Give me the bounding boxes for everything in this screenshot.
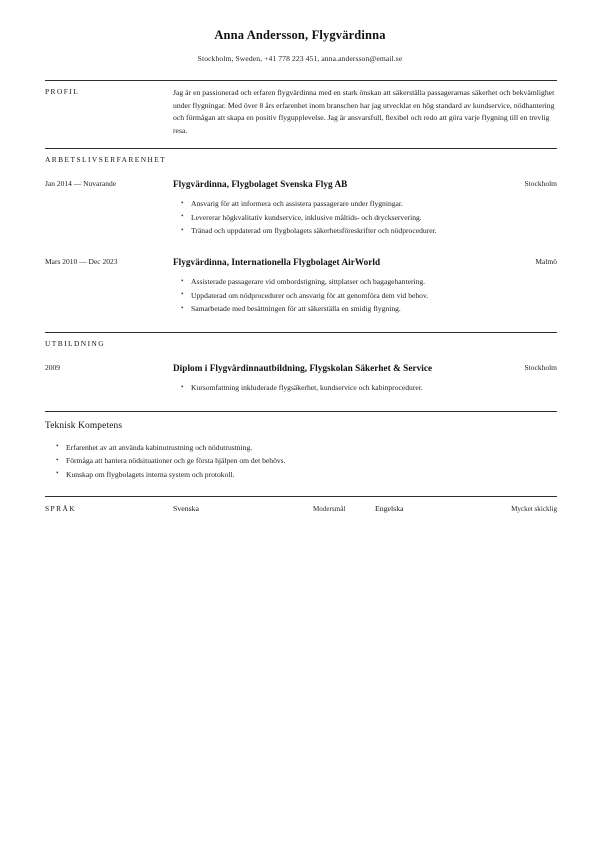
experience-entry-bullets <box>173 197 473 238</box>
list-item: • Samarbetade med besättningen för att säkerställa en smidig flygning. <box>173 302 473 316</box>
language-level-2: Mycket skicklig <box>511 505 557 514</box>
list-item: • Levererar högkvalitativ kundservice, inklusive måltids- och dryckservering. <box>173 211 473 225</box>
experience-entry-dates: Jan 2014 — Nuvarande <box>45 178 117 188</box>
experience-entry <box>45 257 557 318</box>
section-profile <box>0 80 600 148</box>
experience-entry-body <box>173 257 473 316</box>
experience-entry-title: Flygvärdinna, Flygbolaget Svenska Flyg AB <box>173 178 348 189</box>
section-education <box>0 332 600 397</box>
education-entry-bullets <box>173 381 473 395</box>
list-item: • Förmåga att hantera nödsituationer och ge första hjälpen om det behövs. <box>45 454 557 468</box>
list-item: • Erfarenhet av att använda kabinutrustning och nödutrustning. <box>45 441 557 455</box>
profile-row <box>45 81 557 148</box>
list-item: • Ansvarig för att informera och assistera passagerare under flygningar. <box>173 197 473 211</box>
language-level-1: Modersmål <box>313 505 346 514</box>
candidate-name: Anna Andersson, Flygvärdinna <box>214 28 386 42</box>
section-languages <box>0 496 600 513</box>
education-entry-dates: 2009 <box>45 362 60 372</box>
section-heading-profile <box>45 87 173 97</box>
experience-entry-body <box>173 179 473 238</box>
experience-entry-bullets <box>173 275 473 316</box>
list-item: • Tränad och uppdaterad om flygbolagets säkerhetsföreskrifter och nödprocedurer. <box>173 224 473 238</box>
skills-heading-label: Teknisk Kompetens <box>45 420 123 431</box>
languages-row <box>45 497 557 513</box>
profile-heading-label: PROFIL <box>45 87 80 97</box>
education-heading-label: UTBILDNING <box>45 338 106 348</box>
education-entry <box>45 349 557 397</box>
experience-entry-dates: Mars 2010 — Dec 2023 <box>45 256 118 266</box>
education-entry-title: Diplom i Flygvärdinnautbildning, Flygskolan Säkerhet & Service <box>173 362 433 373</box>
experience-entry <box>45 165 557 240</box>
section-experience <box>0 148 600 318</box>
experience-heading-label: ARBETSLIVSERFARENHET <box>45 154 167 164</box>
section-skills <box>0 411 600 481</box>
list-item: • Kursomfattning inkluderade flygsäkerhet, kundservice och kabinprocedurer. <box>173 381 473 395</box>
education-entry-body <box>173 363 473 395</box>
list-item: • Uppdaterad om nödprocedurer och ansvarig för att genomföra dem vid behov. <box>173 289 473 303</box>
experience-entry-location: Stockholm <box>524 178 557 188</box>
languages-heading-label: SPRÅK <box>45 504 77 514</box>
language-name-1: Svenska <box>173 504 199 514</box>
education-entry-location: Stockholm <box>524 362 557 372</box>
experience-entry-location: Malmö <box>535 256 557 266</box>
language-name-2: Engelska <box>375 504 404 514</box>
profile-body <box>173 87 557 137</box>
experience-entry-title: Flygvärdinna, Internationella Flygbolaget AirWorld <box>173 256 381 267</box>
entry-gap <box>45 240 557 257</box>
profile-text: Jag är en passionerad och erfaren flygvärdinna med en stark önskan att säkerställa passagerarnas säkerhet och bekvämlighet under flygningar. Med över 8 års erfarenhet inom branschen har jag utvecklat en hög standard av kundservice, nödhantering och förmågan att skapa en positiv flygupplevelse. Jag är ansvarsfull, flexibel och redo att göra varje flygning till en trevlig resa. <box>173 88 555 135</box>
skills-bullets <box>45 441 557 482</box>
list-item: • Kunskap om flygbolagets interna system och protokoll. <box>45 468 557 482</box>
resume-header <box>0 0 600 63</box>
contact-line: Stockholm, Sweden, +41 778 223 451, anna.andersson@email.se <box>197 54 403 63</box>
list-item: • Assisterade passagerare vid ombordstigning, sittplatser och bagagehantering. <box>173 275 473 289</box>
